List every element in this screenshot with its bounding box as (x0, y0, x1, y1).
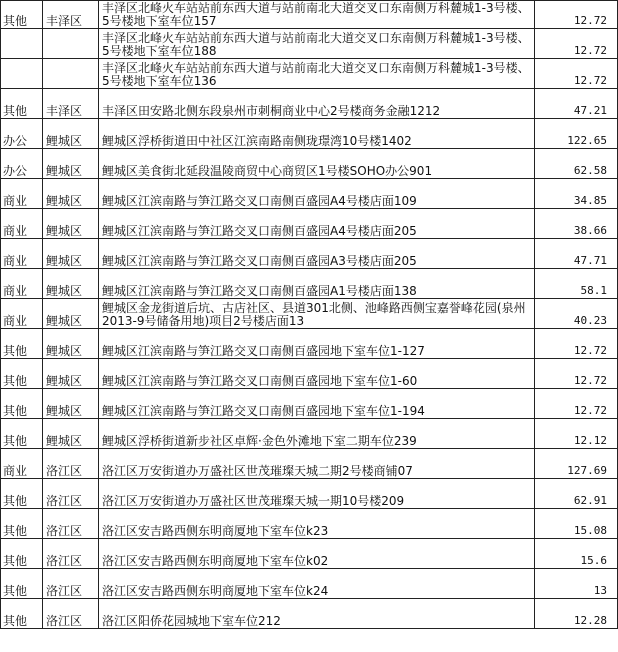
table-row (1, 599, 618, 629)
type-cell: 其他 (1, 599, 43, 629)
area-cell: 62.58 (535, 149, 618, 179)
area-cell: 12.72 (535, 359, 618, 389)
table-row (1, 329, 618, 359)
district-cell: 鲤城区 (43, 299, 99, 329)
address-cell: 洛江区万安街道办万盛社区世茂璀璨天城二期2号楼商铺07 (99, 449, 535, 479)
address-cell: 鲤城区江滨南路与笋江路交叉口南侧百盛园A3号楼店面205 (99, 239, 535, 269)
type-cell: 办公 (1, 119, 43, 149)
type-cell: 商业 (1, 179, 43, 209)
area-cell: 13 (535, 569, 618, 599)
address-cell: 丰泽区田安路北侧东段泉州市刺桐商业中心2号楼商务金融1212 (99, 89, 535, 119)
area-cell: 40.23 (535, 299, 618, 329)
type-cell: 其他 (1, 389, 43, 419)
district-cell: 洛江区 (43, 569, 99, 599)
address-cell: 洛江区阳侨花园城地下室车位212 (99, 599, 535, 629)
district-cell: 鲤城区 (43, 149, 99, 179)
area-cell: 12.72 (535, 29, 618, 59)
table-row (1, 209, 618, 239)
area-cell: 58.1 (535, 269, 618, 299)
district-cell (43, 59, 99, 89)
address-cell: 洛江区安吉路西侧东明商厦地下室车位k23 (99, 509, 535, 539)
area-cell: 47.21 (535, 89, 618, 119)
type-cell: 商业 (1, 269, 43, 299)
table-row (1, 59, 618, 89)
table-row (1, 1, 618, 29)
district-cell: 洛江区 (43, 539, 99, 569)
area-cell: 12.72 (535, 389, 618, 419)
table-row (1, 119, 618, 149)
table-row (1, 539, 618, 569)
district-cell: 丰泽区 (43, 1, 99, 29)
district-cell: 鲤城区 (43, 419, 99, 449)
area-cell: 15.08 (535, 509, 618, 539)
district-cell: 鲤城区 (43, 209, 99, 239)
area-cell: 47.71 (535, 239, 618, 269)
table-row (1, 389, 618, 419)
address-cell: 鲤城区浮桥街道田中社区江滨南路南侧珑璟湾10号楼1402 (99, 119, 535, 149)
address-cell: 丰泽区北峰火车站站前东西大道与站前南北大道交叉口东南侧万科麓城1-3号楼、5号楼地下室车位188 (99, 29, 535, 59)
address-cell: 洛江区万安街道办万盛社区世茂璀璨天城一期10号楼209 (99, 479, 535, 509)
address-cell: 鲤城区江滨南路与笋江路交叉口南侧百盛园地下室车位1-127 (99, 329, 535, 359)
address-cell: 鲤城区浮桥街道新步社区卓辉·金色外滩地下室二期车位239 (99, 419, 535, 449)
type-cell: 商业 (1, 239, 43, 269)
address-cell: 丰泽区北峰火车站站前东西大道与站前南北大道交叉口东南侧万科麓城1-3号楼、5号楼地下室车位157 (99, 1, 535, 29)
area-cell: 12.28 (535, 599, 618, 629)
area-cell: 38.66 (535, 209, 618, 239)
type-cell: 商业 (1, 299, 43, 329)
district-cell: 洛江区 (43, 449, 99, 479)
area-cell: 12.72 (535, 1, 618, 29)
area-cell: 34.85 (535, 179, 618, 209)
area-cell: 122.65 (535, 119, 618, 149)
table-row (1, 269, 618, 299)
district-cell: 鲤城区 (43, 119, 99, 149)
address-cell: 鲤城区美食街北延段温陵商贸中心商贸区1号楼SOHO办公901 (99, 149, 535, 179)
address-cell: 洛江区安吉路西侧东明商厦地下室车位k24 (99, 569, 535, 599)
district-cell: 鲤城区 (43, 239, 99, 269)
type-cell: 其他 (1, 89, 43, 119)
district-cell (43, 29, 99, 59)
table-row (1, 179, 618, 209)
type-cell: 其他 (1, 569, 43, 599)
area-cell: 12.72 (535, 59, 618, 89)
area-cell: 62.91 (535, 479, 618, 509)
address-cell: 鲤城区江滨南路与笋江路交叉口南侧百盛园A4号楼店面205 (99, 209, 535, 239)
address-cell: 洛江区安吉路西侧东明商厦地下室车位k02 (99, 539, 535, 569)
type-cell: 其他 (1, 509, 43, 539)
table-row (1, 479, 618, 509)
type-cell: 其他 (1, 1, 43, 29)
type-cell (1, 29, 43, 59)
type-cell: 商业 (1, 449, 43, 479)
type-cell: 办公 (1, 149, 43, 179)
type-cell (1, 59, 43, 89)
district-cell: 鲤城区 (43, 269, 99, 299)
table-row (1, 449, 618, 479)
table-row (1, 29, 618, 59)
address-cell: 鲤城区江滨南路与笋江路交叉口南侧百盛园地下室车位1-194 (99, 389, 535, 419)
type-cell: 其他 (1, 539, 43, 569)
district-cell: 洛江区 (43, 599, 99, 629)
address-cell: 鲤城区江滨南路与笋江路交叉口南侧百盛园地下室车位1-60 (99, 359, 535, 389)
table-row (1, 569, 618, 599)
district-cell: 洛江区 (43, 479, 99, 509)
address-cell: 丰泽区北峰火车站站前东西大道与站前南北大道交叉口东南侧万科麓城1-3号楼、5号楼地下室车位136 (99, 59, 535, 89)
district-cell: 鲤城区 (43, 359, 99, 389)
type-cell: 其他 (1, 479, 43, 509)
table-row (1, 509, 618, 539)
type-cell: 商业 (1, 209, 43, 239)
table-row (1, 89, 618, 119)
address-cell: 鲤城区江滨南路与笋江路交叉口南侧百盛园A1号楼店面138 (99, 269, 535, 299)
type-cell: 其他 (1, 329, 43, 359)
address-cell: 鲤城区金龙街道后坑、古店社区、县道301北侧、池峰路西侧宝嘉誉峰花园(泉州2013-9号储备用地)项目2号楼店面13 (99, 299, 535, 329)
table-row (1, 359, 618, 389)
table-row (1, 149, 618, 179)
table-row (1, 299, 618, 329)
type-cell: 其他 (1, 419, 43, 449)
district-cell: 鲤城区 (43, 389, 99, 419)
area-cell: 12.72 (535, 329, 618, 359)
area-cell: 15.6 (535, 539, 618, 569)
table-row (1, 239, 618, 269)
district-cell: 洛江区 (43, 509, 99, 539)
address-cell: 鲤城区江滨南路与笋江路交叉口南侧百盛园A4号楼店面109 (99, 179, 535, 209)
district-cell: 鲤城区 (43, 179, 99, 209)
table-row (1, 419, 618, 449)
district-cell: 丰泽区 (43, 89, 99, 119)
area-cell: 127.69 (535, 449, 618, 479)
area-cell: 12.12 (535, 419, 618, 449)
type-cell: 其他 (1, 359, 43, 389)
district-cell: 鲤城区 (43, 329, 99, 359)
